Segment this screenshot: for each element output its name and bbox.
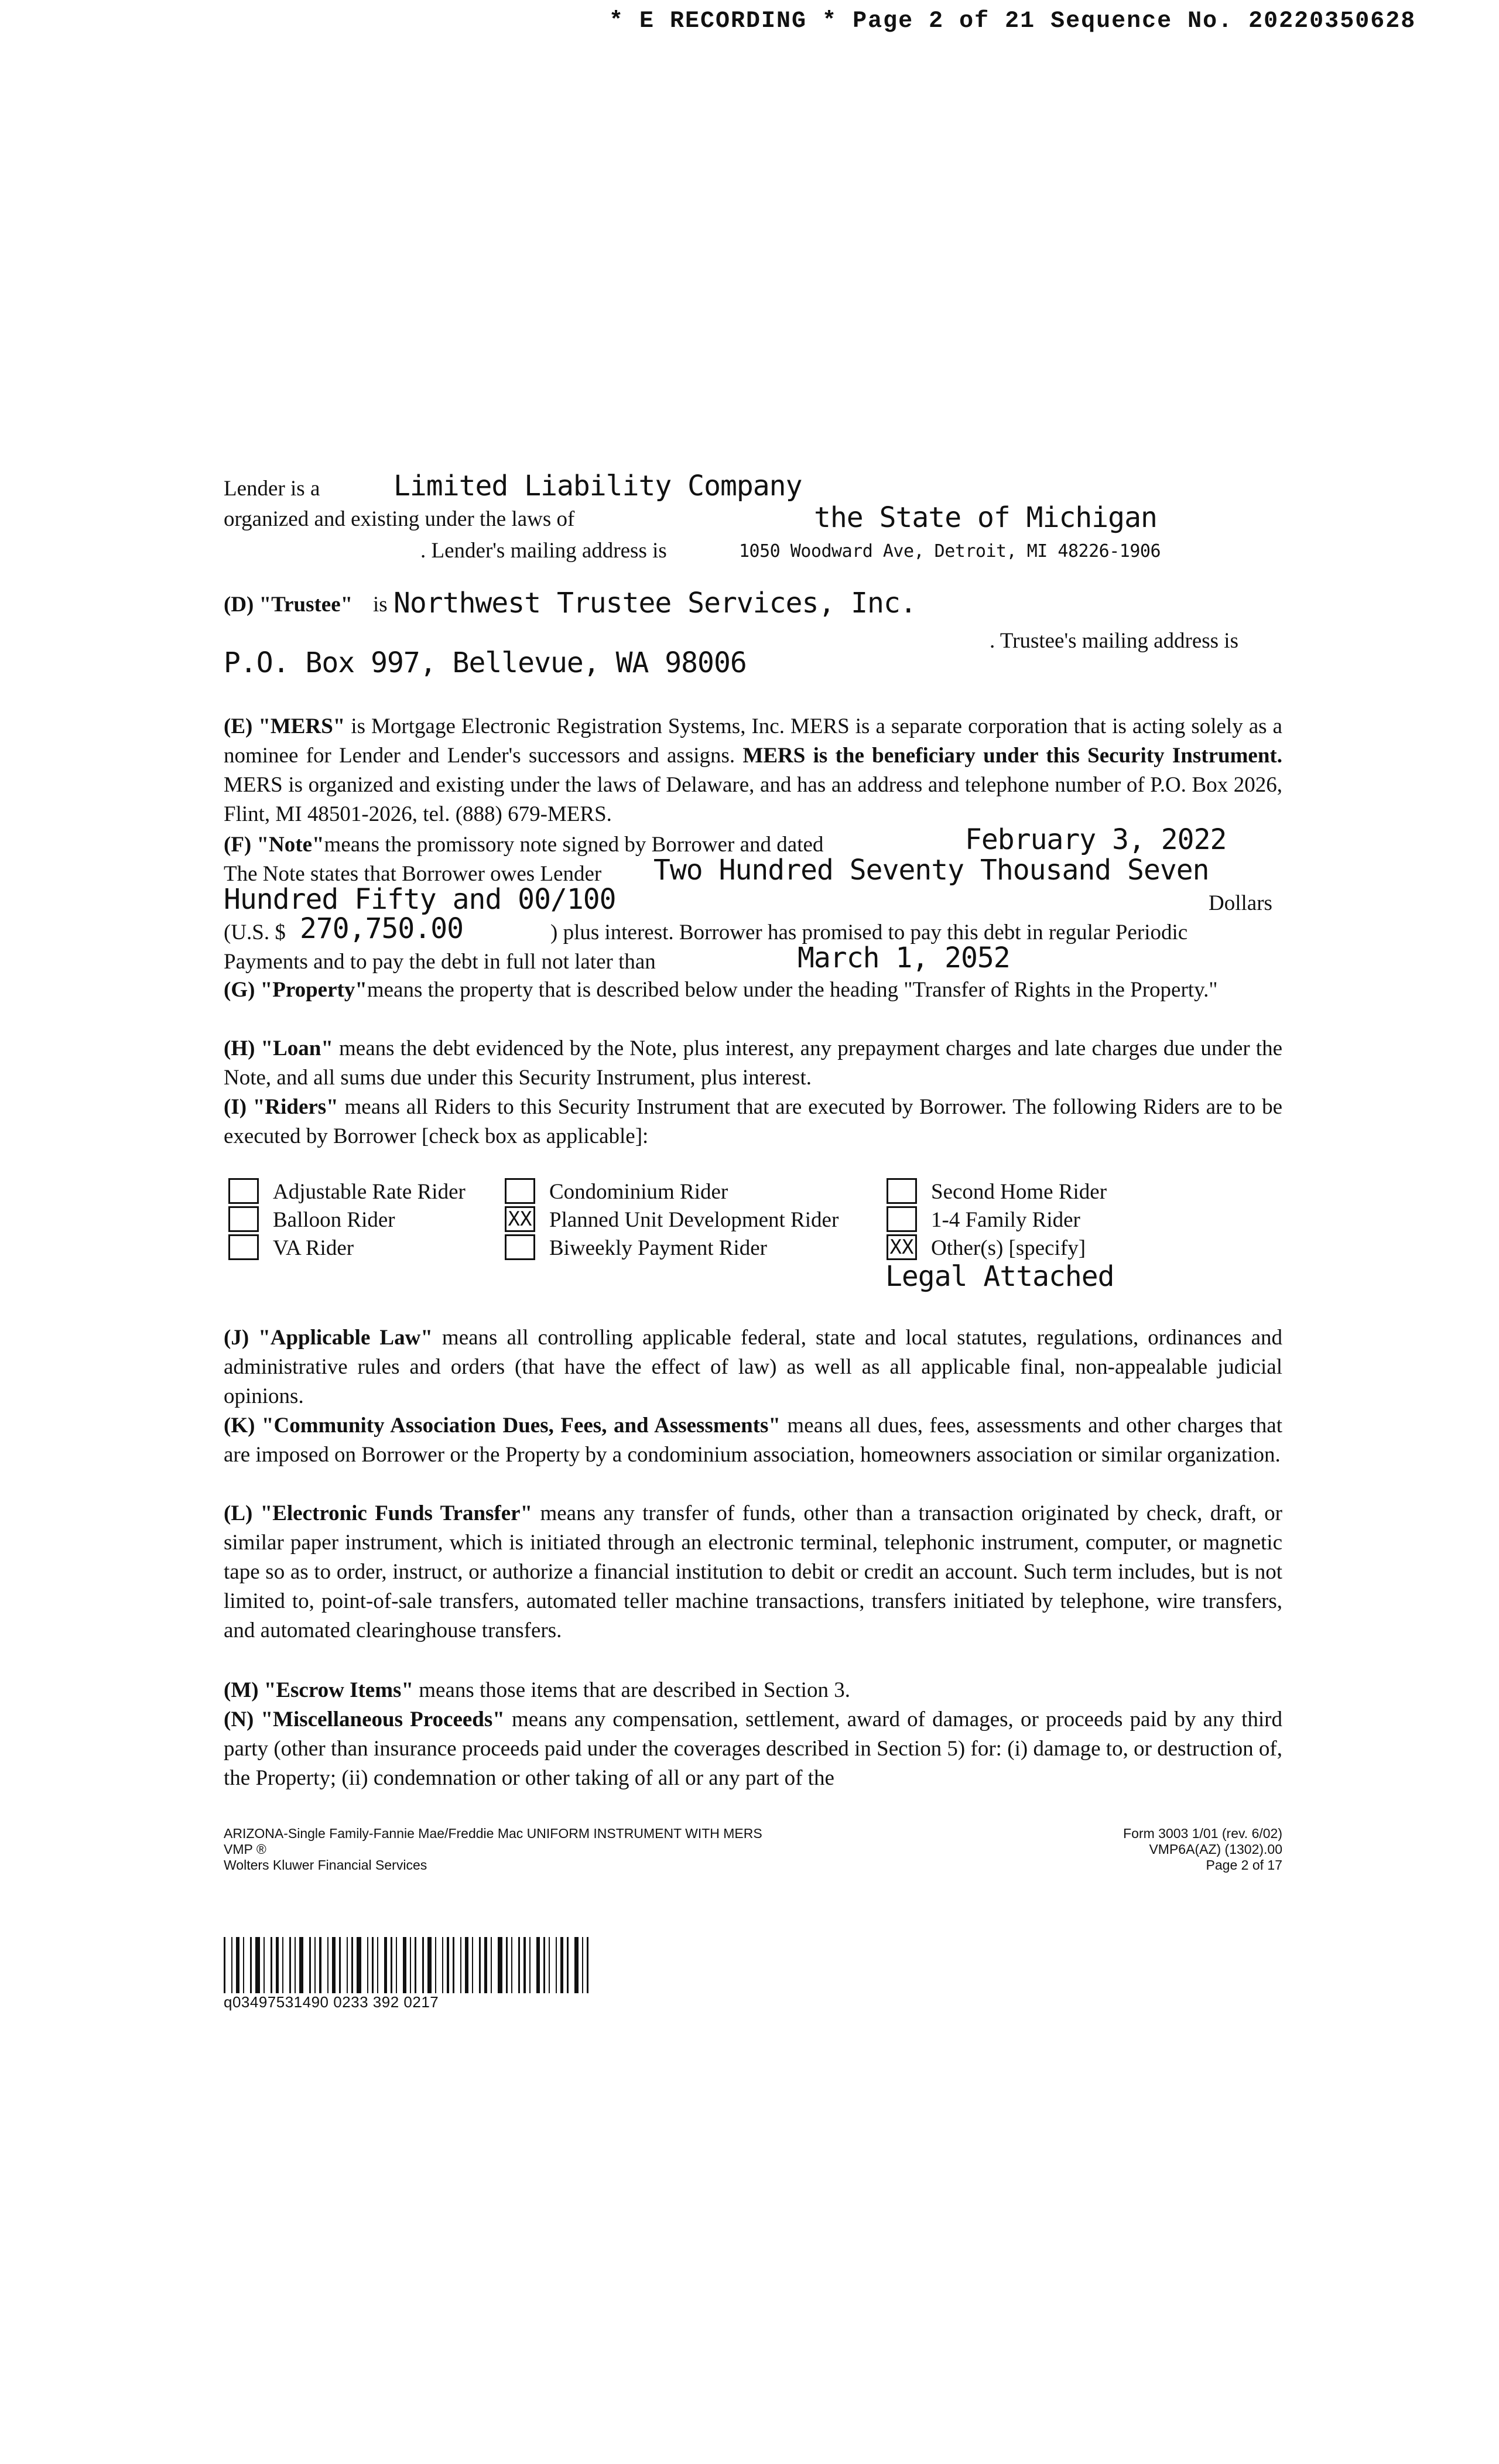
barcode-bar [479, 1937, 481, 1993]
barcode-bar [263, 1937, 265, 1993]
footer-page-number: Page 2 of 17 [1206, 1857, 1282, 1873]
note-payments-label: Payments and to pay the debt in full not later than [224, 950, 656, 974]
misc-proceeds-paragraph: (N) "Miscellaneous Proceeds" means any compensation, settlement, award of damages, or proceeds paid by any third party (other than insurance proceeds paid under the coverages described in Section 5) for: (i) damage to, or destruction of, the Property; (ii) condemnation or other taking of all or any part of the [224, 1707, 1282, 1790]
property-paragraph: (G) "Property"means the property that is described below under the heading "Transfer of Rights in the Property." [224, 978, 1218, 1002]
community-association-paragraph: (K) "Community Association Dues, Fees, and Assessments" means all dues, fees, assessments and other charges that are imposed on Borrower or the Property by a condominium association, homeowners association or similar organization. [224, 1414, 1282, 1467]
barcode-bar [442, 1937, 443, 1993]
label-adjustable-rate-rider: Adjustable Rate Rider [273, 1180, 466, 1204]
lender-mailing-label: . Lender's mailing address is [420, 539, 667, 563]
checkbox-condominium-rider[interactable] [505, 1178, 535, 1204]
barcode-bar [556, 1937, 557, 1993]
label-other-rider: Other(s) [specify] [931, 1236, 1086, 1260]
barcode-bar [377, 1937, 378, 1993]
barcode-bar [567, 1937, 569, 1993]
barcode-bar [367, 1937, 368, 1993]
note-amount-words-2: Hundred Fifty and 00/100 [224, 883, 616, 916]
lender-mailing-address: 1050 Woodward Ave, Detroit, MI 48226-1906 [739, 541, 1161, 562]
barcode-bar [255, 1937, 260, 1993]
barcode-bar [332, 1937, 336, 1993]
barcode-bar [529, 1937, 531, 1993]
barcode-bar [339, 1937, 341, 1993]
footer-form-title: ARIZONA-Single Family-Fannie Mae/Freddie Mac UNIFORM INSTRUMENT WITH MERS [224, 1826, 762, 1841]
barcode-bar [422, 1937, 424, 1993]
barcode-bar [314, 1937, 316, 1993]
barcode-bar [271, 1937, 272, 1993]
barcode-bar [543, 1937, 545, 1993]
note-date: February 3, 2022 [965, 823, 1227, 856]
barcode-bar [460, 1937, 461, 1993]
barcode-bar [384, 1937, 387, 1993]
label-balloon-rider: Balloon Rider [273, 1208, 395, 1232]
trustee-mailing-label: . Trustee's mailing address is [990, 629, 1238, 653]
barcode-bar [498, 1937, 502, 1993]
label-pud-rider: Planned Unit Development Rider [549, 1208, 839, 1232]
note-line-1: (F) "Note"means the promissory note signed by Borrower and dated [224, 833, 824, 857]
barcode-bar [282, 1937, 283, 1993]
barcode-bar [453, 1937, 454, 1993]
label-biweekly-payment-rider: Biweekly Payment Rider [549, 1236, 767, 1260]
barcode-bar [372, 1937, 374, 1993]
checkbox-biweekly-payment-rider[interactable] [505, 1234, 535, 1260]
barcode-bar [472, 1937, 473, 1993]
lender-organized-label: organized and existing under the laws of [224, 507, 575, 531]
barcode-bar [582, 1937, 583, 1993]
trustee-label: (D) "Trustee" [224, 593, 353, 617]
barcode-bar [231, 1937, 232, 1993]
barcode-bar [574, 1937, 579, 1993]
barcode-bar [276, 1937, 279, 1993]
barcode-bar [289, 1937, 291, 1993]
barcode-bar [295, 1937, 296, 1993]
checkbox-second-home-rider[interactable] [887, 1178, 917, 1204]
eft-paragraph: (L) "Electronic Funds Transfer" means any transfer of funds, other than a transaction originated by check, draft, or similar paper instrument, which is initiated through an electronic terminal, telephonic instrument, computer, or magnetic tape so as to order, instruct, or authorize a financial institution to debit or credit an account. Such term includes, but is not limited to, point-of-sale transfers, automated teller machine transactions, transfers initiated by telephone, wire transfers, and automated clearinghouse transfers. [224, 1501, 1283, 1642]
footer-publisher: Wolters Kluwer Financial Services [224, 1857, 427, 1873]
note-amount: 270,750.00 [300, 912, 463, 945]
barcode-bar [415, 1937, 416, 1993]
barcode-bar [427, 1937, 432, 1993]
barcode-bar [403, 1937, 406, 1993]
barcode-bar [319, 1937, 321, 1993]
footer-vmp: VMP ® [224, 1842, 266, 1857]
checkbox-pud-rider[interactable]: XX [505, 1206, 535, 1232]
escrow-items-paragraph: (M) "Escrow Items" means those items that are described in Section 3. [224, 1678, 850, 1702]
lender-state: the State of Michigan [814, 501, 1157, 534]
label-va-rider: VA Rider [273, 1236, 354, 1260]
note-plus-interest: ) plus interest. Borrower has promised to pay this debt in regular Periodic [550, 920, 1188, 944]
barcode-bar [396, 1937, 397, 1993]
barcode-bar [465, 1937, 468, 1993]
checkbox-other-rider[interactable]: XX [887, 1234, 917, 1260]
barcode-bar [327, 1937, 328, 1993]
barcode-bar [236, 1937, 239, 1993]
barcode-bar [484, 1937, 487, 1993]
barcode-bar [243, 1937, 244, 1993]
barcode-bar [410, 1937, 411, 1993]
label-second-home-rider: Second Home Rider [931, 1180, 1107, 1204]
note-dollars-label: Dollars [1209, 891, 1272, 915]
barcode-bar [435, 1937, 436, 1993]
barcode-bar [224, 1937, 225, 1993]
trustee-address: P.O. Box 997, Bellevue, WA 98006 [224, 646, 747, 679]
applicable-law-paragraph: (J) "Applicable Law" means all controlling applicable federal, state and local statutes, regulations, ordinances and administrative rules and orders (that have the effect of law) as well as all applicable final, non-appealable judicial opinions. [224, 1326, 1283, 1408]
checkbox-balloon-rider[interactable] [228, 1206, 259, 1232]
barcode-bar [549, 1937, 550, 1993]
barcode-bar [491, 1937, 492, 1993]
note-owes-label: The Note states that Borrower owes Lender [224, 862, 602, 886]
note-amount-words-1: Two Hundred Seventy Thousand Seven [653, 854, 1209, 887]
recording-header: * E RECORDING * Page 2 of 21 Sequence No. 20220350628 [609, 8, 1416, 35]
footer-vmp-code: VMP6A(AZ) (1302).00 [1149, 1842, 1282, 1857]
checkbox-adjustable-rate-rider[interactable] [228, 1178, 259, 1204]
barcode-bar [357, 1937, 361, 1993]
checkbox-va-rider[interactable] [228, 1234, 259, 1260]
barcode-number: q03497531490 0233 392 0217 [224, 1993, 439, 2011]
label-condominium-rider: Condominium Rider [549, 1180, 728, 1204]
other-rider-specify: Legal Attached [885, 1260, 1114, 1293]
lender-entity-type: Limited Liability Company [393, 470, 802, 502]
barcode-bar [391, 1937, 392, 1993]
barcode-bar [250, 1937, 252, 1993]
barcode-bar [506, 1937, 508, 1993]
lender-is-a-label: Lender is a [224, 477, 320, 501]
barcode-bar [523, 1937, 526, 1993]
label-1-4-family-rider: 1-4 Family Rider [931, 1208, 1080, 1232]
barcode-bar [560, 1937, 563, 1993]
barcode-bar [351, 1937, 353, 1993]
barcode-bar [536, 1937, 540, 1993]
footer-form-number: Form 3003 1/01 (rev. 6/02) [1123, 1826, 1282, 1841]
note-us-label: (U.S. $ [224, 920, 286, 944]
checkbox-1-4-family-rider[interactable] [887, 1206, 917, 1232]
barcode-bar [447, 1937, 449, 1993]
note-maturity-date: March 1, 2052 [798, 942, 1010, 974]
barcode-bar [347, 1937, 348, 1993]
barcode-bar [299, 1937, 303, 1993]
trustee-name: Northwest Trustee Services, Inc. [393, 587, 916, 620]
riders-paragraph: (I) "Riders" means all Riders to this Security Instrument that are executed by Borrower. The following Riders are to be executed by Borrower [check box as applicable]: [224, 1095, 1282, 1148]
loan-paragraph: (H) "Loan" means the debt evidenced by the Note, plus interest, any prepayment charges and late charges due under the Note, and all sums due under this Security Instrument, plus interest. [224, 1036, 1282, 1090]
barcode-bar [587, 1937, 588, 1993]
mers-paragraph: (E) "MERS" is Mortgage Electronic Registration Systems, Inc. MERS is a separate corporation that is acting solely as a nominee for Lender and Lender's successors and assigns. MERS is the beneficiary under this Security Instrument. MERS is organized and existing under the laws of Delaware, and has an address and telephone number of P.O. Box 2026, Flint, MI 48501-2026, tel. (888) 679-MERS. [224, 714, 1282, 826]
barcode-bar [511, 1937, 512, 1993]
barcode-bar [309, 1937, 311, 1993]
barcode-bar [518, 1937, 520, 1993]
trustee-is: is [373, 593, 388, 617]
document-barcode [224, 1937, 634, 1993]
